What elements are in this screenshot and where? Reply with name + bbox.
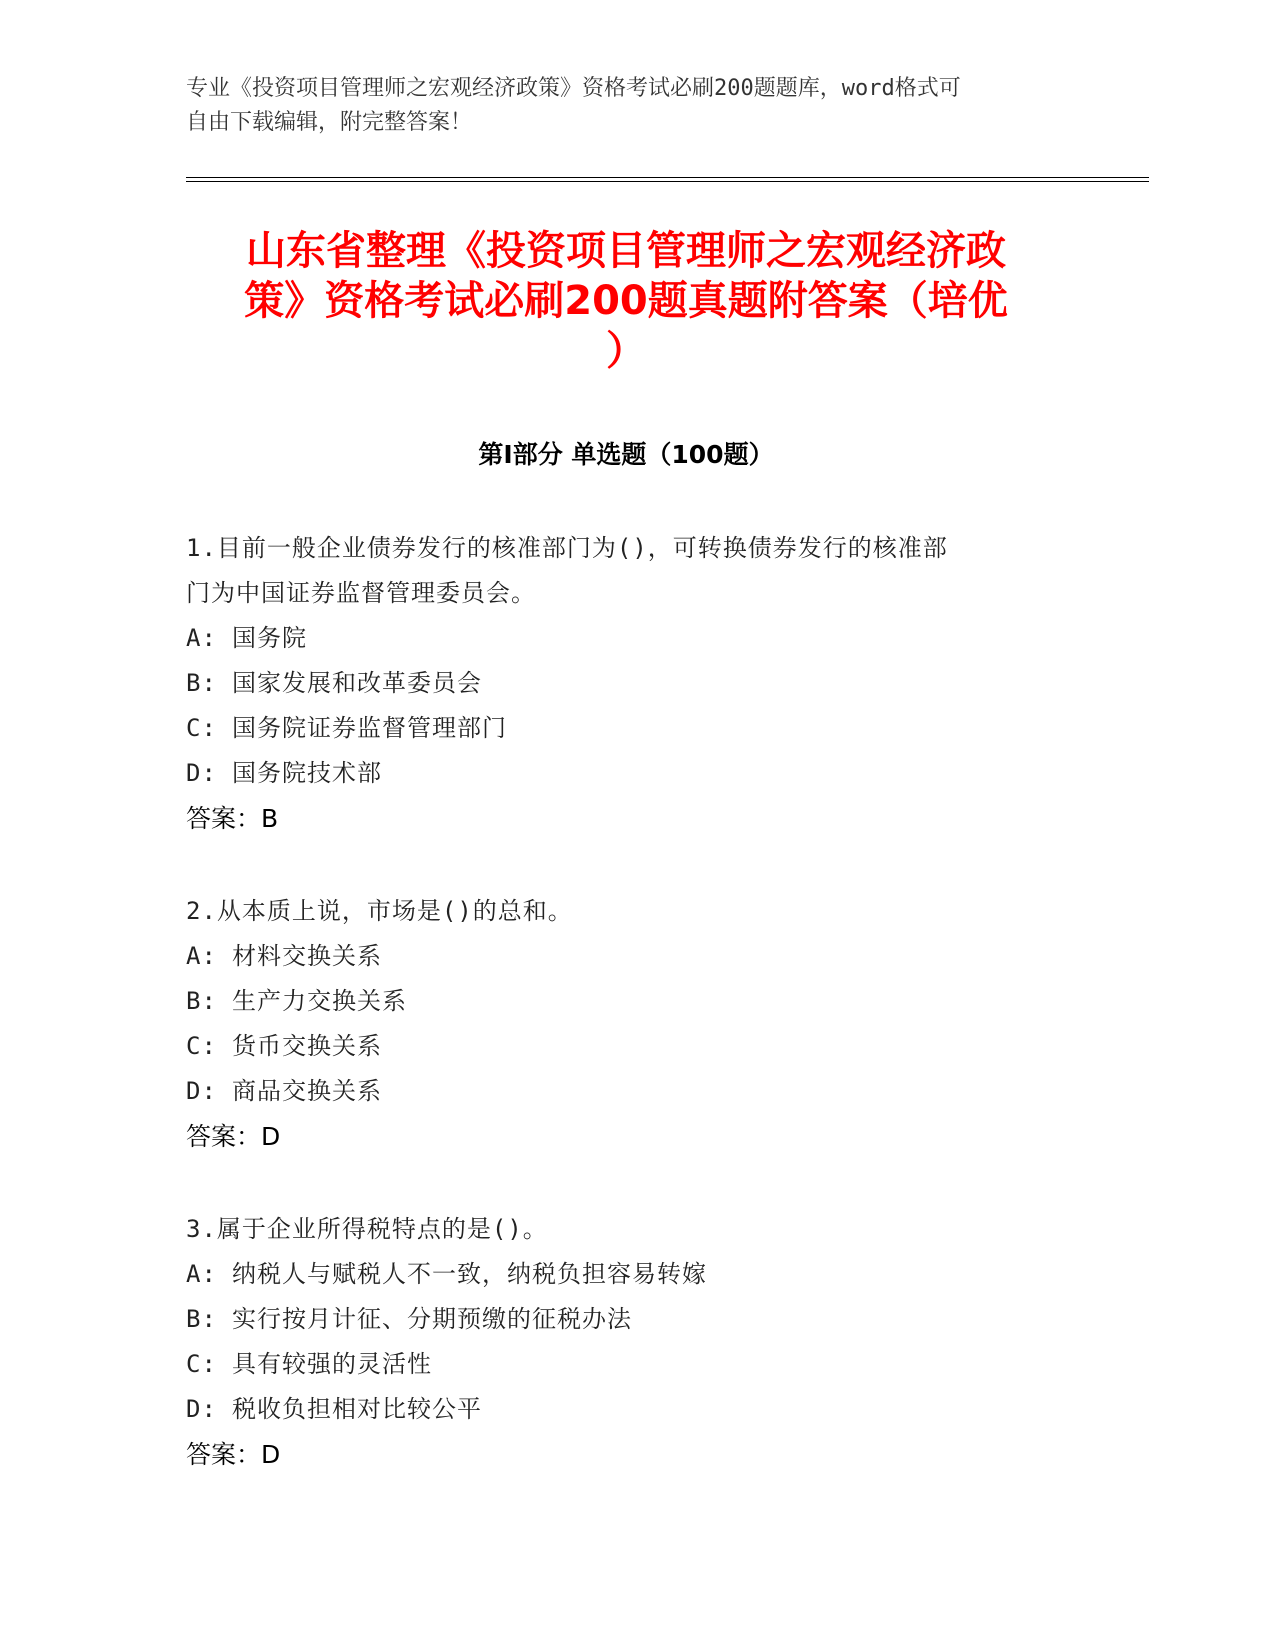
option-text: 实行按月计征、分期预缴的征税办法 (232, 1305, 632, 1333)
option-letter: A: (186, 1260, 217, 1288)
option-b (186, 1297, 1066, 1342)
option-text: 国家发展和改革委员会 (232, 669, 482, 697)
option-letter: D: (186, 1077, 217, 1105)
option-c (186, 706, 1066, 751)
document-title-line-1: 山东省整理《投资项目管理师之宏观经济政 (246, 228, 1006, 274)
question-stem: 1.目前一般企业债券发行的核准部门为()，可转换债券发行的核准部 (186, 534, 948, 562)
option-d (186, 1387, 1066, 1432)
document-title (186, 226, 1066, 376)
option-text: 国务院 (232, 624, 307, 652)
header-note-line-2: 自由下载编辑，附完整答案！ (186, 110, 473, 135)
document-title-line-2: 策》资格考试必刷200题真题附答案（培优 (244, 278, 1008, 324)
question-2 (186, 889, 1066, 1159)
option-text: 纳税人与赋税人不一致，纳税负担容易转嫁 (232, 1260, 707, 1288)
option-letter: B: (186, 987, 217, 1015)
option-letter: D: (186, 1395, 217, 1423)
option-d (186, 1069, 1066, 1114)
question-1 (186, 526, 1066, 841)
question-stem-continued: 门为中国证券监督管理委员会。 (186, 579, 536, 607)
option-c (186, 1342, 1066, 1387)
header-divider-bottom (186, 181, 1149, 182)
option-text: 具有较强的灵活性 (232, 1350, 432, 1378)
option-d (186, 751, 1066, 796)
option-a (186, 616, 1066, 661)
option-letter: C: (186, 1032, 217, 1060)
option-text: 国务院技术部 (232, 759, 382, 787)
header-note (186, 72, 1066, 140)
option-b (186, 979, 1066, 1024)
option-letter: B: (186, 1305, 217, 1333)
document-title-line-3: ） (606, 328, 646, 374)
header-divider-top (186, 177, 1149, 178)
option-text: 生产力交换关系 (232, 987, 407, 1015)
option-letter: B: (186, 669, 217, 697)
answer-line: 答案：B (186, 804, 279, 833)
answer-line: 答案：D (186, 1440, 281, 1469)
option-a (186, 1252, 1066, 1297)
header-note-line-1: 专业《投资项目管理师之宏观经济政策》资格考试必刷200题题库，word格式可 (186, 76, 961, 101)
answer-line: 答案：D (186, 1122, 281, 1151)
option-c (186, 1024, 1066, 1069)
option-b (186, 661, 1066, 706)
question-stem: 3.属于企业所得税特点的是()。 (186, 1215, 548, 1243)
question-3 (186, 1207, 1066, 1477)
option-letter: C: (186, 714, 217, 742)
option-text: 货币交换关系 (232, 1032, 382, 1060)
question-stem: 2.从本质上说，市场是()的总和。 (186, 897, 573, 925)
option-a (186, 934, 1066, 979)
option-text: 商品交换关系 (232, 1077, 382, 1105)
option-letter: A: (186, 942, 217, 970)
question-list (186, 526, 1066, 1525)
section-heading: 第Ⅰ部分 单选题（100题） (478, 440, 774, 469)
option-letter: A: (186, 624, 217, 652)
option-text: 税收负担相对比较公平 (232, 1395, 482, 1423)
option-letter: D: (186, 759, 217, 787)
option-text: 材料交换关系 (232, 942, 382, 970)
option-letter: C: (186, 1350, 217, 1378)
option-text: 国务院证券监督管理部门 (232, 714, 507, 742)
